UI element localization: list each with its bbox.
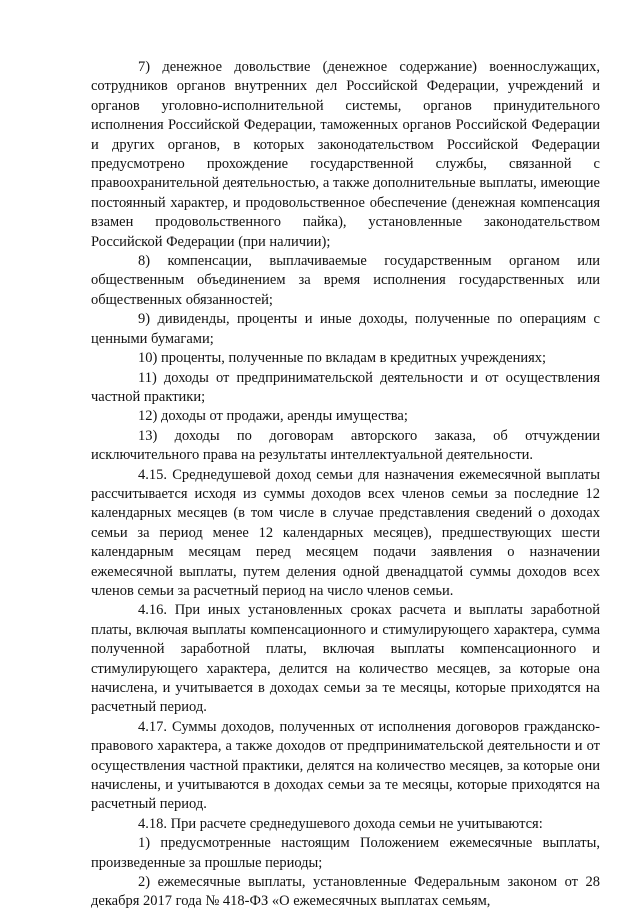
clause-4-18-item-1: 1) предусмотренные настоящим Положением ежемесячные выплаты, произведенные за прошлые периоды; (91, 835, 600, 871)
item-11-business-income: 11) доходы от предпринимательской деятельности и от осуществления частной практики; (91, 369, 600, 405)
clause-4-18-item-2: 2) ежемесячные выплаты, установленные Федеральным законом от 28 декабря 2017 года № 418-ФЗ «О ежемесячных выплатах семьям, (91, 874, 600, 910)
item-9-dividends: 9) дивиденды, проценты и иные доходы, полученные по операциям с ценными бумагами; (91, 311, 600, 347)
item-13-author-contracts: 13) доходы по договорам авторского заказа, об отчуждении исключительного права на результаты интеллектуальной деятельности. (91, 427, 600, 464)
item-10-deposit-interest: 10) проценты, полученные по вкладам в кредитных учреждениях; (138, 350, 547, 367)
item-7-monetary-allowance: 7) денежное довольствие (денежное содержание) военнослужащих, сотрудников органов внутренних дел Российской Федерации, учреждений и органов уголовно-исполнительной системы, органов принудительного исполнения Российской Федерации, таможенных органов Российской Федерации и других органов, в которых законодательством Российской Федерации предусмотрено прохождение государственной службы, связанной с правоохранительной деятельностью, а также дополнительные выплаты, имеющие постоянный характер, и продовольственное обеспечение (денежная компенсация взамен продовольственного пайка), установленные законодательством Российской Федерации (при наличии); (91, 59, 600, 250)
clause-4-16: 4.16. При иных установленных сроках расчета и выплаты заработной платы, включая выплаты компенсационного и стимулирующего характера, сумма полученной заработной платы, включая выплаты компенсационного и стимулирующего характера, делится на количество месяцев, за которые она начислена, и учитывается в доходах семьи за те месяцы, которые приходятся на расчетный период. (91, 602, 600, 716)
clause-4-15: 4.15. Среднедушевой доход семьи для назначения ежемесячной выплаты рассчитывается исходя из суммы доходов всех членов семьи за последние 12 календарных месяцев (в том числе в случае представления сведений о доходах семьи за период менее 12 календарных месяцев), предшествующих шести календарным месяцам перед месяцем подачи заявления о назначении ежемесячной выплаты, путем деления одной двенадцатой суммы доходов всех членов семьи за расчетный период на число членов семьи. (91, 466, 600, 599)
clause-4-18: 4.18. При расчете среднедушевого дохода семьи не учитываются: (138, 815, 543, 832)
item-12-property-income: 12) доходы от продажи, аренды имущества; (138, 408, 408, 425)
clause-4-17: 4.17. Суммы доходов, полученных от исполнения договоров гражданско-правового характера, а также доходов от предпринимательской деятельности и от осуществления частной практики, делятся на количество месяцев, за которые они начислены, и учитываются в доходах семьи за те месяцы, которые приходятся на расчетный период. (91, 718, 600, 813)
document-body (91, 58, 600, 912)
item-8-compensations: 8) компенсации, выплачиваемые государственным органом или общественным объединением за время исполнения государственных или общественных обязанностей; (91, 253, 600, 308)
